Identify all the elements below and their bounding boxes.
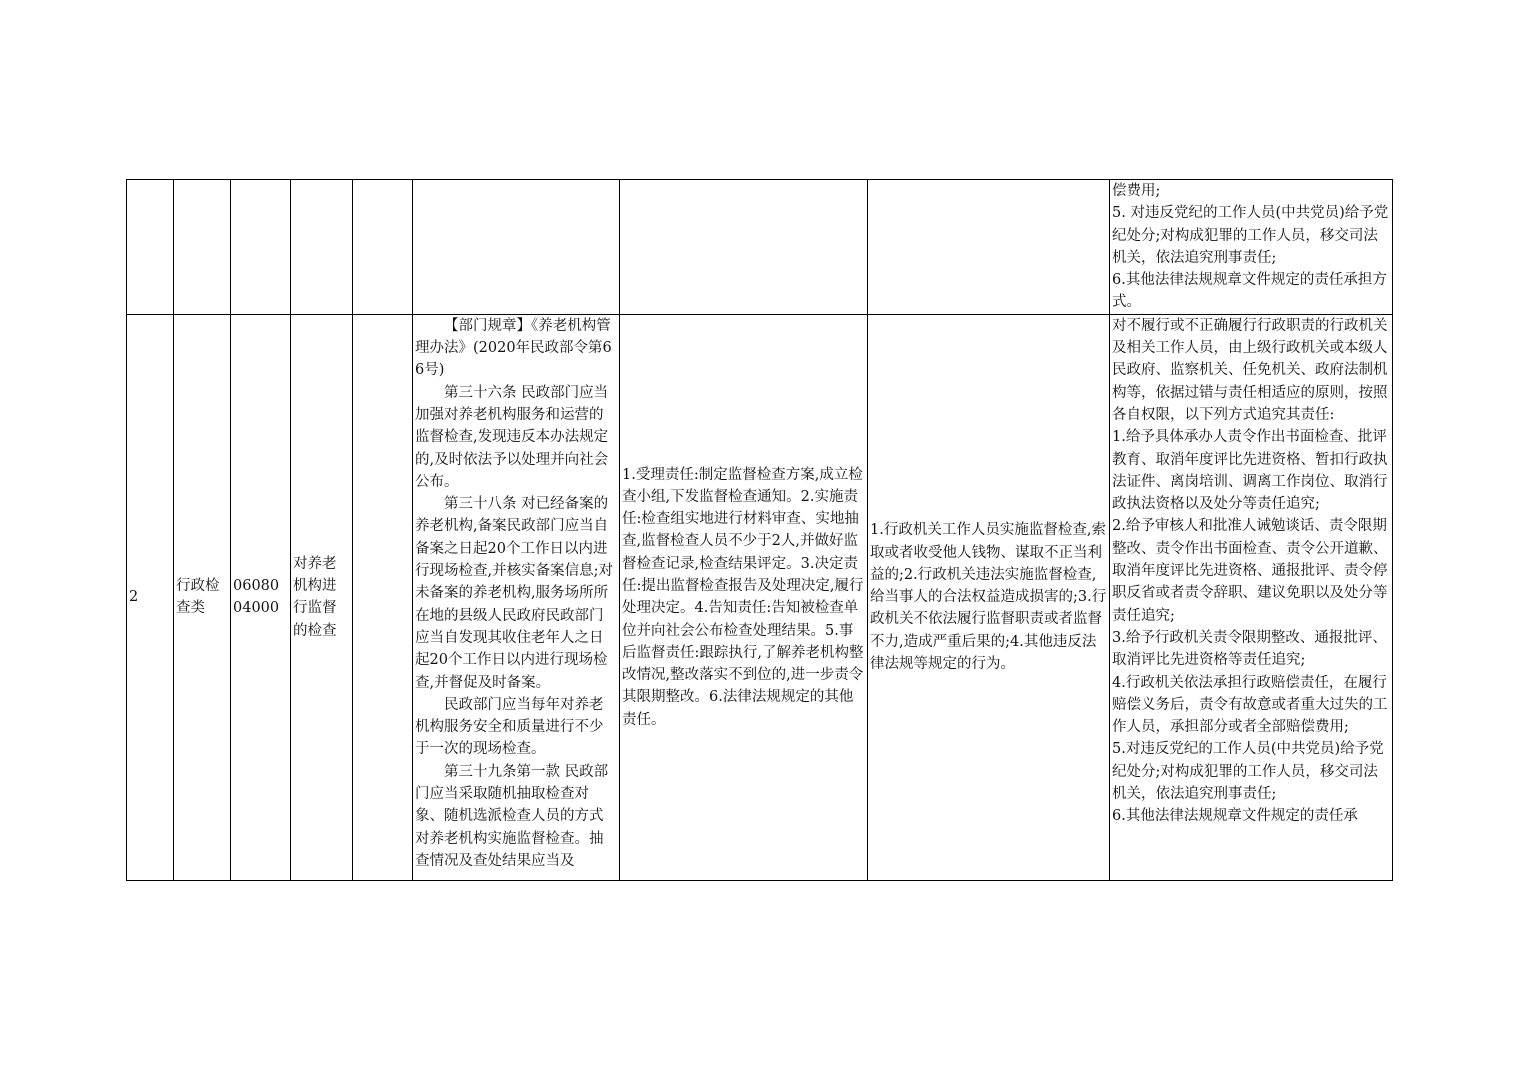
table-row-continued bbox=[127, 180, 1393, 315]
responsibility-line: 4.行政机关依法承担行政赔偿责任，在履行赔偿义务后，责令有故意或者重大过失的工作人员，承担部分或者全部赔偿费用; bbox=[1112, 674, 1388, 736]
responsibility-line: 5.对违反党纪的工作人员(中共党员)给予党纪处分;对构成犯罪的工作人员，移交司法机关，依法追究刑事责任; bbox=[1112, 741, 1384, 803]
responsibility-line: 2.给予审核人和批准人诫勉谈话、责令限期整改、责令作出书面检查、责令公开道歉、取消年度评比先进资格、通报批评、责令停职反省或者责令辞职、建议免职以及处分等责任追究; bbox=[1112, 518, 1388, 624]
category-cell bbox=[174, 180, 231, 315]
basis-cell bbox=[413, 180, 620, 315]
responsibility-line: 6.其他法律法规规章文件规定的责任承 bbox=[1112, 808, 1358, 825]
responsibility-line: 对不履行或不正确履行行政职责的行政机关及相关工作人员，由上级行政机关或本级人民政府、监察机关、任免机关、政府法制机构等，依据过错与责任相适应的原则，按照各自权限，以下列方式追究其责任: bbox=[1112, 317, 1388, 423]
duty-cell bbox=[620, 180, 868, 315]
category-cell: 行政检查类 bbox=[174, 314, 231, 880]
sub-item-cell bbox=[353, 314, 413, 880]
accountability-cell bbox=[868, 180, 1110, 315]
accountability-cell: 1.行政机关工作人员实施监督检查,索取或者收受他人钱物、谋取不正当利益的;2.行政机关违法实施监督检查,给当事人的合法权益造成损害的;3.行政机关不依法履行监督职责或者监督不力,造成严重后果的;4.其他违反法律法规等规定的行为。 bbox=[868, 314, 1110, 880]
seq-cell: 2 bbox=[127, 314, 174, 880]
responsibility-line: 6.其他法律法规规章文件规定的责任承担方式。 bbox=[1112, 272, 1387, 311]
responsibility-line: 3.给予行政机关责令限期整改、通报批评、取消评比先进资格等责任追究; bbox=[1112, 629, 1387, 669]
code-cell bbox=[231, 180, 291, 315]
duty-cell: 1.受理责任:制定监督检查方案,成立检查小组,下发监督检查通知。2.实施责任:检查组实地进行材料审查、实地抽查,监督检查人员不少于2人,并做好监督检查记录,检查结果评定。3.决定责任:提出监督检查报告及处理决定,履行处理决定。4.告知责任:告知被检查单位并向社会公布检查处理结果。5.事后监督责任:跟踪执行,了解养老机构整改情况,整改落实不到位的,进一步责令其限期整改。6.法律法规规定的其他责任。 bbox=[620, 314, 868, 880]
item-cell bbox=[291, 180, 353, 315]
table-row-2 bbox=[127, 314, 1393, 880]
responsibility-line: 1.给予具体承办人责令作出书面检查、批评教育、取消年度评比先进资格、暂扣行政执法证件、离岗培训、调离工作岗位、取消行政执法资格以及处分等责任追究; bbox=[1112, 429, 1388, 513]
responsibility-cell bbox=[1110, 314, 1393, 880]
basis-paragraph: 【部门规章】《养老机构管理办法》(2020年民政部令第66号) bbox=[415, 317, 612, 379]
responsibility-line: 5. 对违反党纪的工作人员(中共党员)给予党纪处分;对构成犯罪的工作人员，移交司法机关，依法追究刑事责任; bbox=[1112, 205, 1389, 266]
responsibility-line: 偿费用; bbox=[1112, 183, 1161, 199]
basis-paragraph: 第三十九条第一款 民政部门应当采取随机抽取检查对象、随机选派检查人员的方式对养老机构实施监督检查。抽查情况及查处结果应当及 bbox=[415, 763, 609, 869]
sub-item-cell bbox=[353, 180, 413, 315]
responsibility-cell bbox=[1110, 180, 1393, 315]
basis-paragraph: 民政部门应当每年对养老机构服务安全和质量进行不少于一次的现场检查。 bbox=[415, 696, 604, 758]
basis-cell bbox=[413, 314, 620, 880]
power-list-table bbox=[126, 179, 1393, 881]
item-cell: 对养老机构进行监督的检查 bbox=[291, 314, 353, 880]
code-cell: 0608004000 bbox=[231, 314, 291, 880]
basis-paragraph: 第三十八条 对已经备案的养老机构,备案民政部门应当自备案之日起20个工作日以内进行现场检查,并核实备案信息;对未备案的养老机构,服务场所所在地的县级人民政府民政部门应当自发现其收住老年人之日起20个工作日以内进行现场检查,并督促及时备案。 bbox=[415, 496, 613, 691]
seq-cell bbox=[127, 180, 174, 315]
basis-paragraph: 第三十六条 民政部门应当加强对养老机构服务和运营的监督检查,发现违反本办法规定的,及时依法予以处理并向社会公布。 bbox=[415, 384, 609, 490]
